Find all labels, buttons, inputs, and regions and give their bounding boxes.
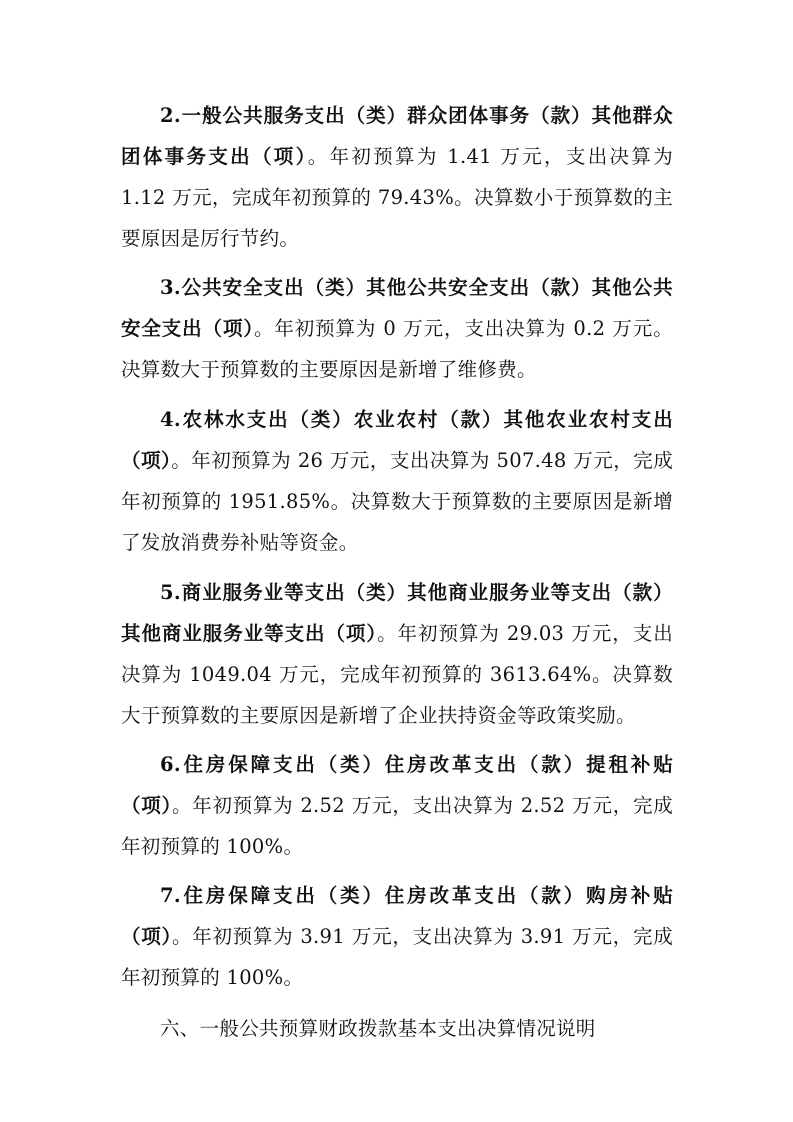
paragraph-lead: 4.农林水支出（类）农业农村（款）其他农业农村支出（项） xyxy=(121,408,673,472)
paragraph-body: 。年初预算为 3.91 万元，支出决算为 3.91 万元，完成年初预算的 100%。 xyxy=(121,925,673,989)
paragraph-body: 。年初预算为 29.03 万元，支出决算为 1049.04 万元，完成年初预算的 3613.64%。决算数大于预算数的主要原因是新增了企业扶持资金等政策奖励。 xyxy=(121,622,674,727)
paragraph-body: 。年初预算为 2.52 万元，支出决算为 2.52 万元，完成年初预算的 100%。 xyxy=(121,794,673,858)
paragraph-body: 。年初预算为 0 万元，支出决算为 0.2 万元。决算数大于预算数的主要原因是新增了维修费。 xyxy=(121,317,673,381)
paragraph-body: 。年初预算为 26 万元，支出决算为 507.48 万元，完成年初预算的 1951.85%。决算数大于预算数的主要原因是新增了发放消费券补贴等资金。 xyxy=(121,449,673,554)
paragraph-item-7 xyxy=(121,875,673,998)
paragraph-item-4 xyxy=(121,399,673,563)
paragraph-item-6 xyxy=(121,744,673,867)
paragraph-body: 。年初预算为 1.41 万元，支出决算为 1.12 万元，完成年初预算的 79.43%。决算数小于预算数的主要原因是厉行节约。 xyxy=(121,145,673,250)
paragraph-item-2 xyxy=(121,95,673,259)
paragraph-lead: 7.住房保障支出（类）住房改革支出（款）购房补贴（项） xyxy=(121,884,673,948)
document-page xyxy=(121,95,673,1069)
paragraph-item-3 xyxy=(121,267,673,390)
paragraph-item-5 xyxy=(121,572,673,736)
section-heading: 六、一般公共预算财政拨款基本支出决算情况说明 xyxy=(160,1017,596,1040)
paragraph-lead: 2.一般公共服务支出（类）群众团体事务（款）其他群众团体事务支出（项） xyxy=(121,104,673,168)
paragraph-lead: 3.公共安全支出（类）其他公共安全支出（款）其他公共安全支出（项） xyxy=(121,276,673,340)
paragraph-lead: 6.住房保障支出（类）住房改革支出（款）提租补贴（项） xyxy=(121,753,673,817)
paragraph-lead: 5.商业服务业等支出（类）其他商业服务业等支出（款）其他商业服务业等支出（项） xyxy=(121,581,673,645)
